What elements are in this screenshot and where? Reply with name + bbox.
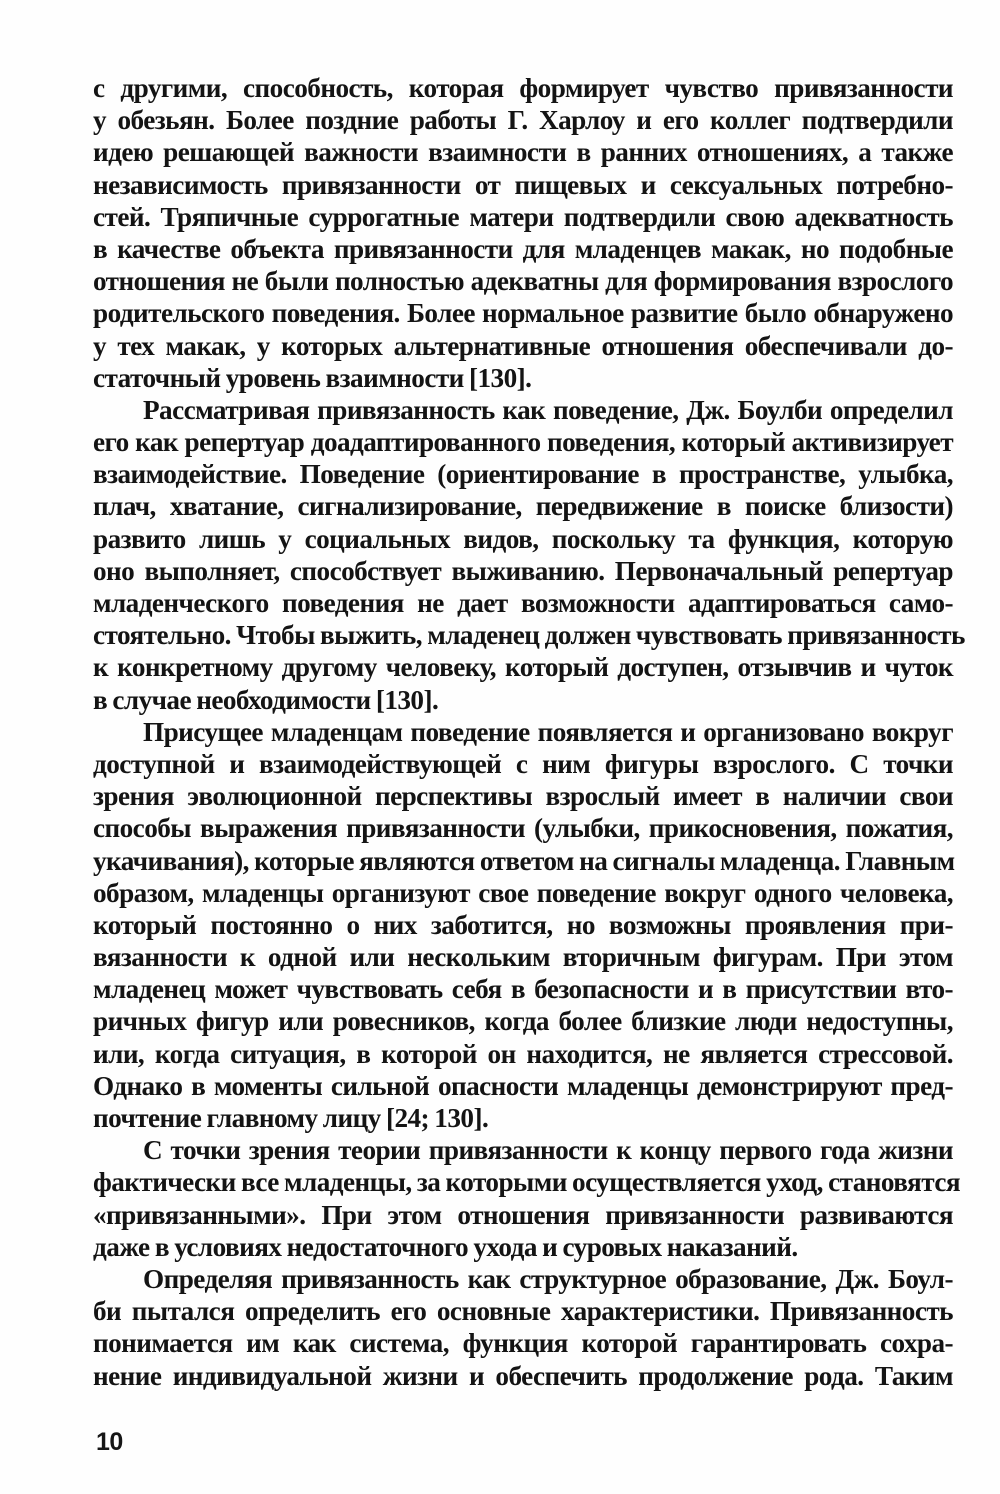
text-line: фактически все младенцы, за которыми осуществляется уход, становятся <box>93 1167 961 1198</box>
paragraph-2 <box>93 394 965 716</box>
text-line: младенческого поведения не дает возможности адаптироваться само- <box>93 588 953 618</box>
text-line: статочный уровень взаимности [130]. <box>93 362 532 393</box>
text-line: у обезьян. Более поздние работы Г. Харлоу и его коллег подтвердили <box>93 105 953 136</box>
text-line: даже в условиях недостаточного ухода и суровых наказаний. <box>93 1231 798 1262</box>
text-line: в качестве объекта привязанности для младенцев макак, но подобные <box>93 233 953 264</box>
text-line: к конкретному другому человеку, который доступен, отзывчив и чуток <box>93 652 953 683</box>
text-line: или, когда ситуация, в которой он находится, не является стрессовой. <box>93 1038 953 1069</box>
text-line: его как репертуар доадаптированного поведения, который активизирует <box>93 427 953 458</box>
text-line: вязанности к одной или нескольким вторичным фигурам. При этом <box>93 942 953 973</box>
text-line: «привязанными». При этом отношения привязанности развиваются <box>93 1199 953 1230</box>
text-line: развито лишь у социальных видов, поскольку та функция, которую <box>93 523 953 554</box>
text-line: С точки зрения теории привязанности к концу первого года жизни <box>143 1135 953 1166</box>
paragraph-4 <box>93 1134 961 1263</box>
text-line: родительского поведения. Более нормальное развитие было обнаружено <box>93 298 953 329</box>
text-line: Рассматривая привязанность как поведение, Дж. Боулби определил <box>143 394 953 425</box>
text-line: ричных фигур или ровесников, когда более близкие люди недоступны, <box>93 1006 953 1037</box>
text-line: младенец может чувствовать себя в безопасности и в присутствии вто- <box>93 974 953 1005</box>
text-line: идею решающей важности взаимности в ранних отношениях, а также <box>93 137 953 168</box>
text-line: зрения эволюционной перспективы взрослый имеет в наличии свои <box>93 781 953 812</box>
text-line: почтение главному лицу [24; 130]. <box>93 1103 489 1133</box>
paragraph-5 <box>93 1263 953 1392</box>
text-line: стей. Тряпичные суррогатные матери подтвердили свою адекватность <box>93 201 953 232</box>
text-line: стоятельно. Чтобы выжить, младенец должен чувствовать привязанность <box>93 620 965 651</box>
page-number: 10 <box>96 1428 123 1456</box>
text-line: отношения не были полностью адекватны для формирования взрослого <box>93 266 953 297</box>
paragraph-3 <box>93 716 953 1134</box>
text-line: понимается им как система, функция которой гарантировать сохра- <box>93 1328 953 1359</box>
text-line: способы выражения привязанности (улыбки, прикосновения, пожатия, <box>93 813 953 844</box>
text-line: Однако в моменты сильной опасности младенцы демонстрируют пред- <box>93 1070 953 1101</box>
text-line: плач, хватание, сигнализирование, передвижение в поиске близости) <box>93 491 953 522</box>
text-line: оно выполняет, способствует выживанию. Первоначальный репертуар <box>93 555 953 586</box>
text-line: Присущее младенцам поведение появляется и организовано вокруг <box>143 716 953 747</box>
text-line: взаимодействие. Поведение (ориентирование в пространстве, улыбка, <box>93 459 953 490</box>
text-line: Определяя привязанность как структурное образование, Дж. Боул- <box>143 1263 953 1294</box>
text-line: у тех макак, у которых альтернативные отношения обеспечивали до- <box>93 330 953 361</box>
body-text <box>93 72 965 1392</box>
text-line: укачивания), которые являются ответом на сигналы младенца. Главным <box>93 845 955 876</box>
text-line: доступной и взаимодействующей с ним фигуры взрослого. С точки <box>93 748 953 779</box>
text-line: независимость привязанности от пищевых и сексуальных потребно- <box>93 169 953 200</box>
text-line: образом, младенцы организуют свое поведение вокруг одного человека, <box>93 877 953 908</box>
text-line: который постоянно о них заботится, но возможны проявления при- <box>93 909 953 940</box>
paragraph-1 <box>93 72 953 394</box>
text-line: с другими, способность, которая формирует чувство привязанности <box>93 73 953 103</box>
text-line: в случае необходимости [130]. <box>93 684 439 715</box>
text-line: би пытался определить его основные характеристики. Привязанность <box>93 1296 953 1327</box>
text-line: нение индивидуальной жизни и обеспечить продолжение рода. Таким <box>93 1360 953 1391</box>
